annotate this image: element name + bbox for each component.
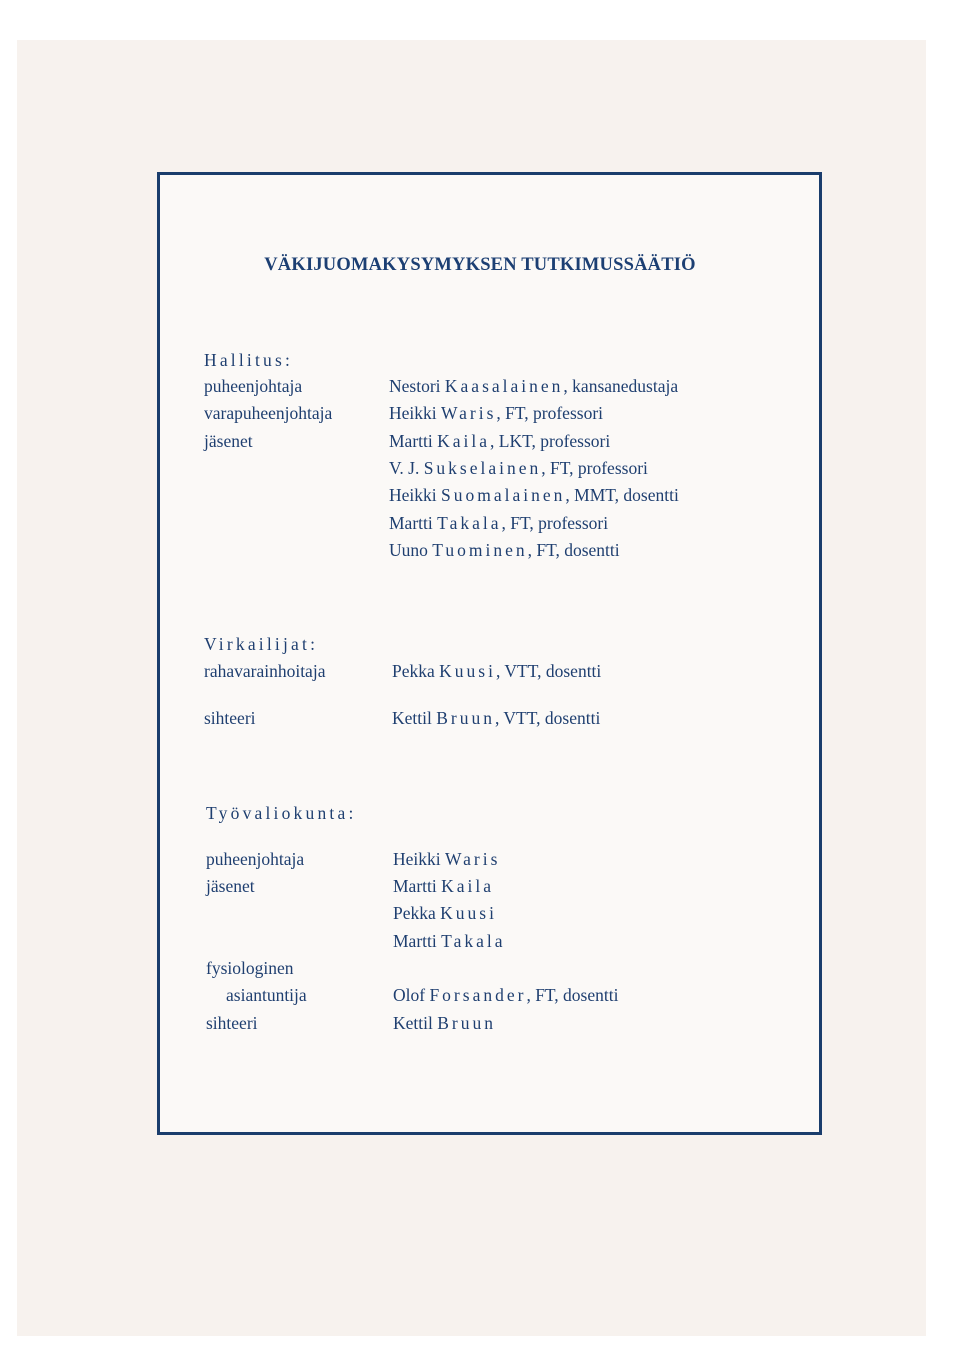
member-first-name: Kettil <box>392 708 432 728</box>
member-entry <box>389 513 608 533</box>
role-label: varapuheenjohtaja <box>204 403 333 423</box>
role-label: jäsenet <box>204 431 253 451</box>
member-surname: Kaila <box>441 876 495 896</box>
member-first-name: Martti <box>389 513 433 533</box>
member-entry <box>393 1013 496 1033</box>
member-entry <box>389 376 678 396</box>
member-first-name: Heikki <box>393 849 441 869</box>
member-surname: Waris <box>445 849 501 869</box>
member-surname: Sukselainen <box>423 458 542 478</box>
member-entry <box>393 985 618 1005</box>
member-surname: Bruun <box>436 708 495 728</box>
page-title: VÄKIJUOMAKYSYMYKSEN TUTKIMUSSÄÄTIÖ <box>264 255 696 275</box>
member-entry <box>392 661 601 681</box>
member-first-name: Pekka <box>393 903 436 923</box>
member-title: , FT, dosentti <box>527 540 620 560</box>
member-surname: Waris <box>441 403 497 423</box>
member-first-name: Nestori <box>389 376 441 396</box>
member-first-name: Kettil <box>393 1013 433 1033</box>
member-surname: Kuusi <box>440 903 497 923</box>
member-first-name: Martti <box>389 431 433 451</box>
member-title: , FT, professori <box>501 513 609 533</box>
member-title: , kansanedustaja <box>563 376 679 396</box>
member-entry <box>389 540 620 560</box>
member-first-name: Martti <box>393 876 437 896</box>
member-surname: Kuusi <box>439 661 496 681</box>
role-label: sihteeri <box>204 708 256 728</box>
section-heading-virkailijat: Virkailijat: <box>204 634 319 654</box>
member-entry <box>389 485 679 505</box>
member-entry <box>393 903 497 923</box>
member-entry <box>393 876 494 896</box>
member-title: , FT, dosentti <box>526 985 619 1005</box>
role-label: fysiologinen <box>206 958 294 978</box>
member-surname: Takala <box>441 931 506 951</box>
member-title: , VTT, dosentti <box>494 708 601 728</box>
member-entry <box>389 458 648 478</box>
member-surname: Takala <box>437 513 502 533</box>
role-label: sihteeri <box>206 1013 258 1033</box>
role-label: rahavarainhoitaja <box>204 661 326 681</box>
member-surname: Kaila <box>437 431 491 451</box>
section-heading-hallitus: Hallitus: <box>204 350 294 370</box>
member-surname: Tuominen <box>432 540 528 560</box>
member-title: , MMT, dosentti <box>565 485 679 505</box>
member-entry <box>389 403 603 423</box>
member-first-name: Martti <box>393 931 437 951</box>
member-first-name: Olof <box>393 985 426 1005</box>
member-title: , FT, professori <box>541 458 648 478</box>
member-entry <box>389 431 610 451</box>
member-surname: Suomalainen <box>441 485 566 505</box>
member-entry <box>393 849 500 869</box>
member-first-name: Heikki <box>389 485 437 505</box>
role-label: puheenjohtaja <box>206 849 305 869</box>
member-entry <box>393 931 506 951</box>
member-title: , LKT, professori <box>490 431 611 451</box>
member-title: , FT, professori <box>496 403 604 423</box>
member-surname: Kaasalainen <box>444 376 564 396</box>
role-label: asiantuntija <box>226 985 307 1005</box>
member-surname: Forsander <box>429 985 527 1005</box>
member-surname: Bruun <box>437 1013 496 1033</box>
role-label: puheenjohtaja <box>204 376 303 396</box>
member-first-name: V. J. <box>389 458 420 478</box>
member-title: , VTT, dosentti <box>495 661 602 681</box>
member-entry <box>392 708 600 728</box>
member-first-name: Heikki <box>389 403 437 423</box>
section-heading-tyovaliokunta: Työvaliokunta: <box>206 803 357 823</box>
member-first-name: Uuno <box>389 540 428 560</box>
member-first-name: Pekka <box>392 661 435 681</box>
role-label: jäsenet <box>206 876 255 896</box>
